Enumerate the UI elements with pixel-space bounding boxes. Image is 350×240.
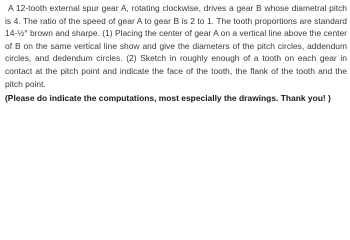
request-note: (Please do indicate the computations, most especially the drawings. Thank you! ) xyxy=(5,93,331,104)
problem-document xyxy=(5,2,347,105)
problem-statement: A 12-tooth external spur gear A, rotating clockwise, drives a gear B whose diametral pitch is 4. The ratio of the speed of gear A to gear B is 2 to 1. The tooth proportions are standard 14-½° brown and sharpe. (1) Placing the center of gear A on a vertical line above the center of B on the same vertical line show and give the diameters of the pitch circles, addendum circles, and dedendum circles. (2) Sketch in roughly enough of a tooth on each gear in contact at the pitch point and indicate the face of the tooth, the flank of the tooth and the pitch point. xyxy=(5,3,347,89)
